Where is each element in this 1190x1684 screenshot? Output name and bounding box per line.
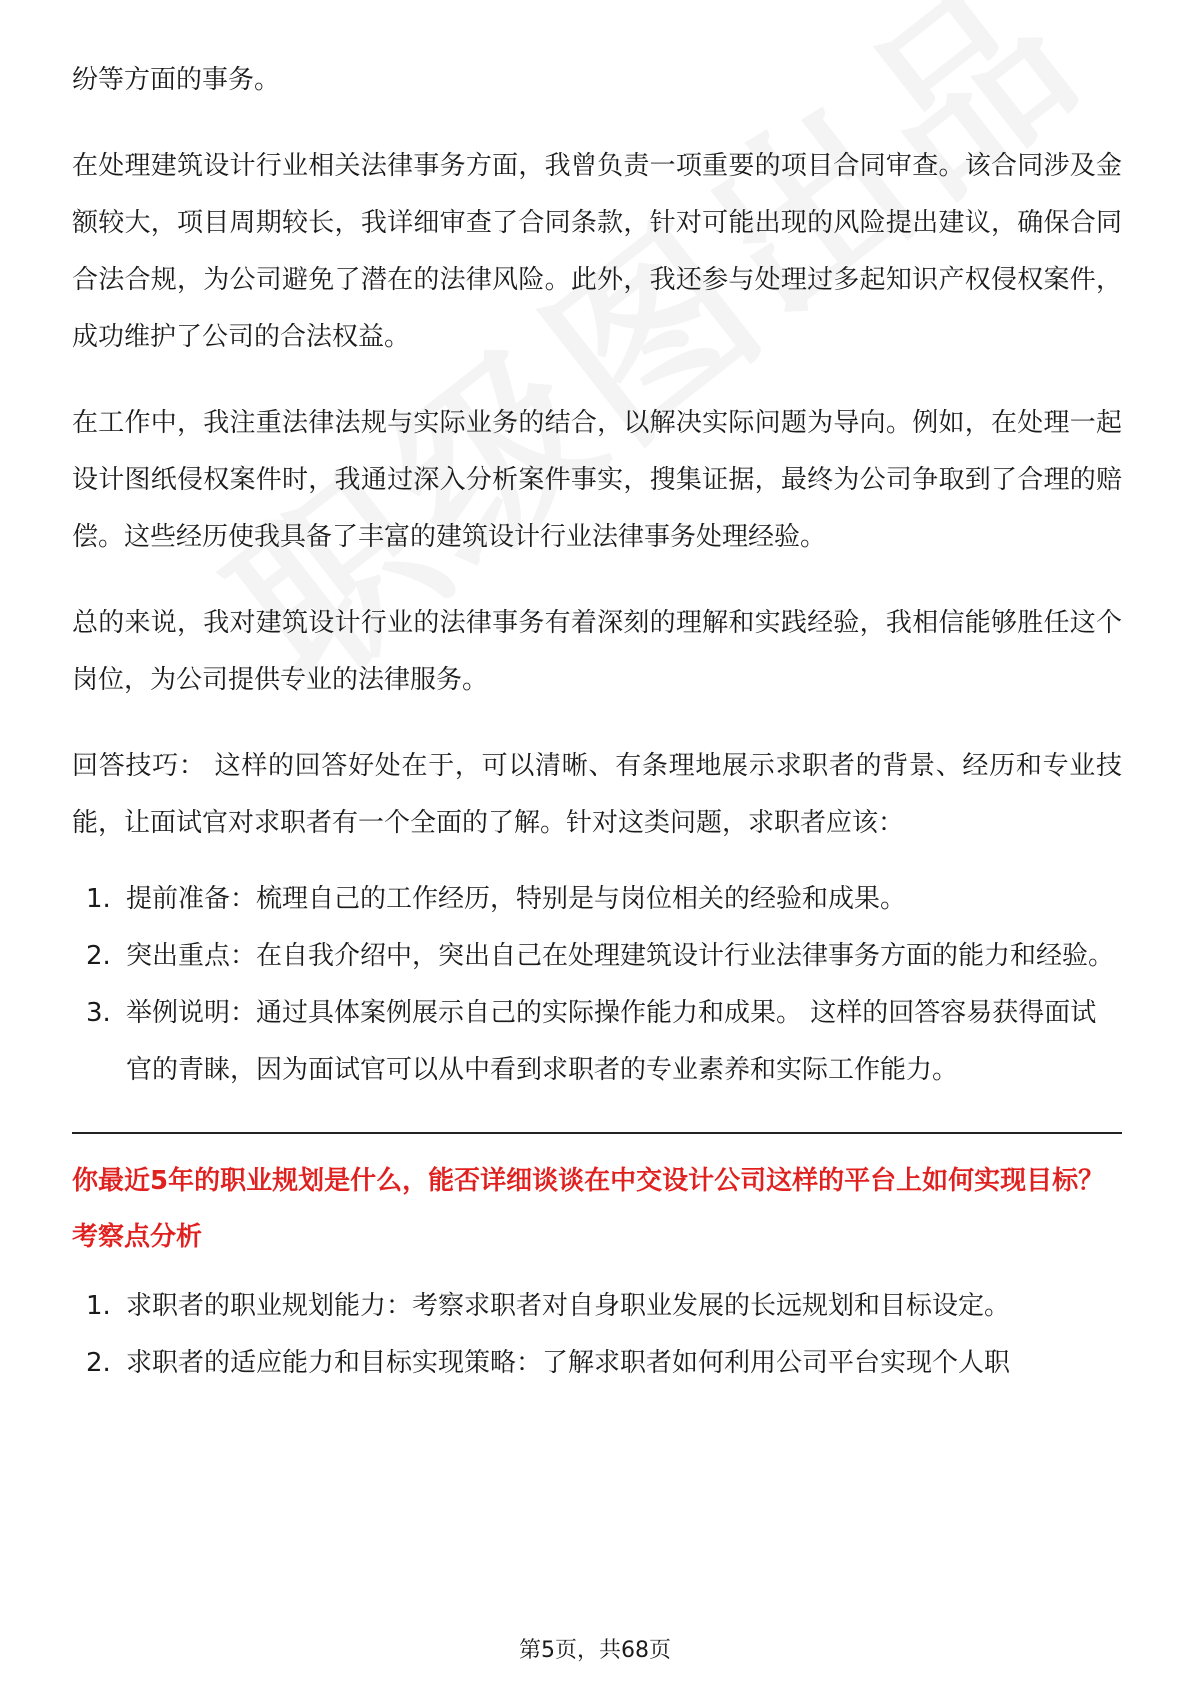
section-divider (72, 1132, 1122, 1134)
list-item (72, 985, 1122, 1099)
list-number: 1. (86, 884, 111, 914)
list-item (72, 1278, 1122, 1335)
list-item-text: 举例说明：通过具体案例展示自己的实际操作能力和成果。 这样的回答容易获得面试官的青睐，因为面试官可以从中看到求职者的专业素养和实际工作能力。 (126, 998, 1097, 1085)
interview-question: 你最近5年的职业规划是什么，能否详细谈谈在中交设计公司这样的平台上如何实现目标？ (72, 1166, 1105, 1196)
paragraph-contract-review: 在处理建筑设计行业相关法律事务方面，我曾负责一项重要的项目合同审查。该合同涉及金额较大，项目周期较长，我详细审查了合同条款，针对可能出现的风险提出建议，确保合同合法合规，为公司避免了潜在的法律风险。此外，我还参与处理过多起知识产权侵权案件，成功维护了公司的合法权益。 (72, 151, 1122, 352)
page-number-footer: 第5页，共68页 (519, 1638, 671, 1663)
paragraph-summary: 总的来说，我对建筑设计行业的法律事务有着深刻的理解和实践经验，我相信能够胜任这个岗位，为公司提供专业的法律服务。 (72, 608, 1122, 695)
tips-list (72, 871, 1122, 1099)
paragraph-answer-tips: 回答技巧： 这样的回答好处在于，可以清晰、有条理地展示求职者的背景、经历和专业技能，让面试官对求职者有一个全面的了解。针对这类问题，求职者应该： (72, 751, 1122, 838)
list-item (72, 928, 1122, 985)
paragraph-work-approach: 在工作中，我注重法律法规与实际业务的结合，以解决实际问题为导向。例如，在处理一起设计图纸侵权案件时，我通过深入分析案件事实，搜集证据，最终为公司争取到了合理的赔偿。这些经历使我具备了丰富的建筑设计行业法律事务处理经验。 (72, 408, 1122, 552)
list-number: 2. (86, 941, 111, 971)
list-number: 2. (86, 1348, 111, 1378)
list-item-text: 突出重点：在自我介绍中，突出自己在处理建筑设计行业法律事务方面的能力和经验。 (126, 941, 1115, 971)
list-item-text: 求职者的适应能力和目标实现策略：了解求职者如何利用公司平台实现个人职 (126, 1348, 1011, 1378)
list-item (72, 1335, 1122, 1392)
list-number: 3. (86, 998, 111, 1028)
analysis-list (72, 1278, 1122, 1392)
paragraph-continuation: 纷等方面的事务。 (72, 65, 281, 95)
list-number: 1. (86, 1291, 111, 1321)
list-item (72, 871, 1122, 928)
list-item-text: 提前准备：梳理自己的工作经历，特别是与岗位相关的经验和成果。 (126, 884, 907, 914)
content-area (72, 52, 1122, 1392)
section-title: 考察点分析 (72, 1222, 203, 1252)
list-item-text: 求职者的职业规划能力：考察求职者对自身职业发展的长远规划和目标设定。 (126, 1291, 1011, 1321)
